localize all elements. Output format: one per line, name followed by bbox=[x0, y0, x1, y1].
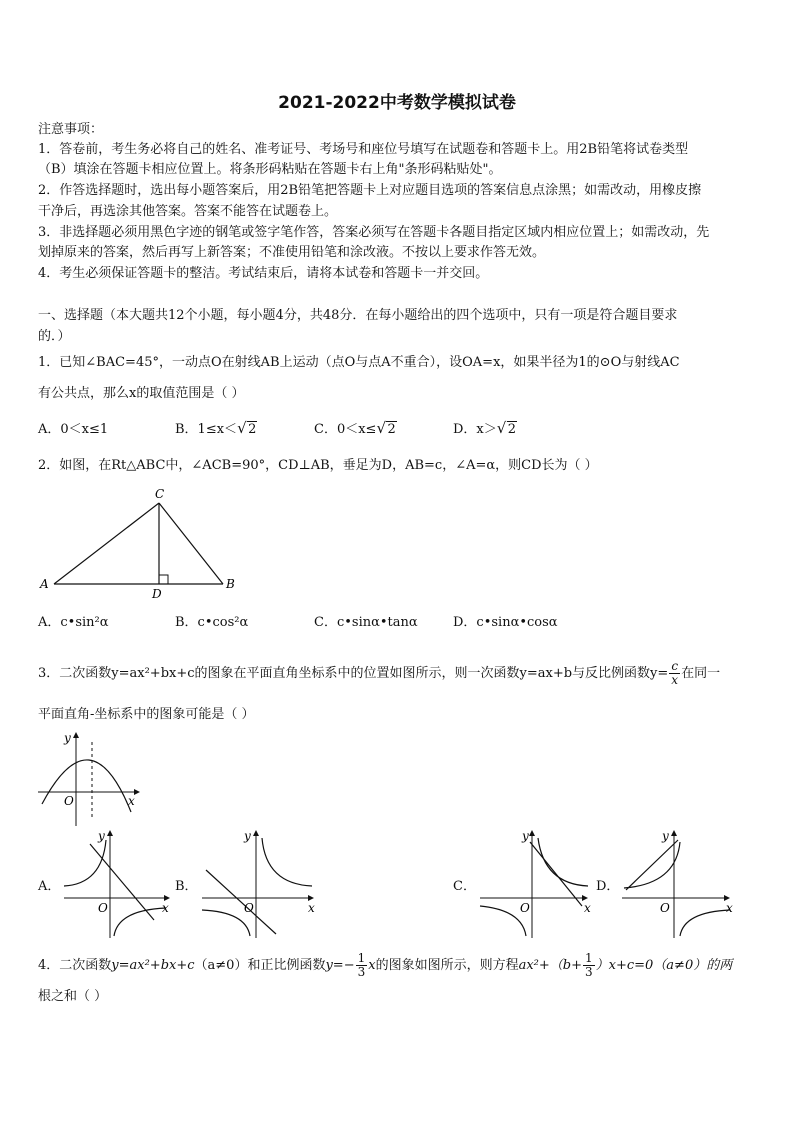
origin-label: O bbox=[660, 901, 670, 915]
q2-option-a[interactable]: A．c•sin²α bbox=[38, 615, 109, 630]
q4-equation: ax²+（b+ bbox=[518, 958, 582, 973]
origin-label: O bbox=[244, 901, 254, 915]
radicand: 2 bbox=[248, 422, 257, 437]
radicand: 2 bbox=[507, 422, 517, 437]
q2-option-c[interactable]: C．c•sinα•tanα bbox=[314, 615, 418, 630]
q1-option-b[interactable] bbox=[175, 421, 257, 439]
fraction-1-over-3 bbox=[583, 952, 595, 979]
q3-option-c[interactable]: C． bbox=[453, 879, 476, 894]
axis-x-label: x bbox=[162, 901, 169, 915]
frac-num: c bbox=[669, 660, 680, 674]
label-d: D bbox=[152, 587, 162, 601]
page-title: 2021-2022中考数学模拟试卷 bbox=[278, 93, 516, 113]
q2-option-d[interactable]: D．c•sinα•cosα bbox=[453, 615, 558, 630]
q3-parabola-figure bbox=[36, 732, 140, 828]
frac-den: 3 bbox=[357, 965, 366, 979]
axis-y-label: y bbox=[244, 830, 251, 843]
origin-label: O bbox=[98, 901, 108, 915]
axis-x-label: x bbox=[128, 794, 135, 808]
frac-num: 1 bbox=[357, 951, 366, 965]
question-1-stem: 有公共点，那么x的取值范围是（ ） bbox=[38, 386, 245, 401]
label-c: C bbox=[155, 487, 165, 501]
notice-line: 1．答卷前，考生务必将自己的姓名、准考证号、考场号和座位号填写在试题卷和答题卡上。用2B铅笔将试卷类型 bbox=[38, 142, 689, 157]
q4-text: （a≠0）和正比例函数 bbox=[194, 958, 326, 973]
q4-text: 4．二次函数 bbox=[38, 958, 112, 973]
axis-y-label: y bbox=[522, 830, 529, 843]
sqrt-symbol: √ 2 bbox=[237, 419, 257, 437]
label-b: B bbox=[226, 577, 235, 591]
axis-y-label: y bbox=[64, 732, 71, 745]
notice-heading: 注意事项： bbox=[38, 122, 104, 137]
question-3-stem: 平面直角‐坐标系中的图象可能是（ ） bbox=[38, 707, 255, 722]
axis-x-label: x bbox=[308, 901, 315, 915]
q1-option-c[interactable] bbox=[314, 421, 397, 439]
notice-line: 3．非选择题必须用黑色字迹的钢笔或签字笔作答，答案必须写在答题卡各题目指定区域内相应位置上；如需改动，先 bbox=[38, 225, 710, 240]
q3-option-d[interactable]: D． bbox=[596, 879, 620, 894]
sqrt-symbol: √ 2 bbox=[496, 419, 517, 437]
q1-option-a[interactable]: A．0＜x≤1 bbox=[38, 422, 109, 437]
question-2-stem: 2．如图，在Rt△ABC中，∠ACB=90°，CD⊥AB，垂足为D，AB=c，∠A=α，则CD长为（ ） bbox=[38, 458, 598, 473]
q1-option-d[interactable] bbox=[453, 421, 517, 439]
q2-option-b[interactable]: B．c•cos²α bbox=[175, 615, 249, 630]
axis-y-label: y bbox=[662, 830, 669, 843]
label-a: A bbox=[40, 577, 49, 591]
q1-option-c-text: C．0＜x≤ bbox=[314, 422, 377, 437]
q3-option-c-graph[interactable] bbox=[478, 830, 594, 940]
frac-den: 3 bbox=[585, 965, 593, 979]
right-triangle-figure bbox=[36, 484, 246, 604]
q3-option-d-graph[interactable] bbox=[620, 830, 736, 940]
notice-line: 4．考生必须保证答题卡的整洁。考试结束后，请将本试卷和答题卡一并交回。 bbox=[38, 266, 489, 281]
question-3-stem bbox=[38, 660, 720, 687]
q3-option-b[interactable]: B． bbox=[175, 879, 198, 894]
q3-stem-text: 3．二次函数y=ax²+bx+c的图象在平面直角坐标系中的位置如图所示，则一次函数y=ax+b与反比例函数y= bbox=[38, 666, 669, 681]
frac-den: x bbox=[671, 673, 679, 687]
axis-x-label: x bbox=[726, 901, 733, 915]
section-header: 一、选择题（本大题共12个小题，每小题4分，共48分．在每小题给出的四个选项中，只有一项是符合题目要求 bbox=[38, 308, 678, 323]
q1-option-d-text: D．x＞ bbox=[453, 422, 497, 437]
notice-line: 2．作答选择题时，选出每小题答案后，用2B铅笔把答题卡上对应题目选项的答案信息点涂黑；如需改动，用橡皮擦 bbox=[38, 183, 702, 198]
fraction-c-over-x bbox=[669, 660, 680, 687]
question-1-stem: 1．已知∠BAC=45°，一动点O在射线AB上运动（点O与点A不重合），设OA=x，如果半径为1的⊙O与射线AC bbox=[38, 355, 680, 370]
q3-stem-text: 在同一 bbox=[681, 666, 721, 681]
sqrt-symbol: √ 2 bbox=[376, 419, 396, 437]
axis-x-label: x bbox=[584, 901, 591, 915]
question-4-stem bbox=[38, 952, 732, 979]
q4-equation: ）x+c=0（a≠0）的两 bbox=[595, 958, 733, 973]
q3-option-a[interactable]: A． bbox=[38, 879, 61, 894]
q4-text: 的图象如图所示，则方程 bbox=[375, 958, 519, 973]
q4-expression: y=− bbox=[325, 958, 355, 973]
q4-expression: x bbox=[368, 958, 376, 973]
section-header: 的．） bbox=[38, 329, 71, 344]
q3-option-a-graph[interactable] bbox=[62, 830, 172, 940]
origin-label: O bbox=[520, 901, 530, 915]
question-4-stem: 根之和（ ） bbox=[38, 989, 108, 1004]
notice-line: （B）填涂在答题卡相应位置上。将条形码粘贴在答题卡右上角"条形码粘贴处"。 bbox=[38, 162, 502, 177]
notice-line: 划掉原来的答案，然后再写上新答案；不准使用铅笔和涂改液。不按以上要求作答无效。 bbox=[38, 245, 546, 260]
notice-line: 干净后，再选涂其他答案。答案不能答在试题卷上。 bbox=[38, 204, 338, 219]
origin-label: O bbox=[64, 794, 74, 808]
frac-num: 1 bbox=[585, 951, 593, 965]
fraction-1-over-3 bbox=[356, 952, 368, 979]
axis-y-label: y bbox=[98, 830, 105, 843]
q4-expression: y=ax²+bx+c bbox=[111, 958, 195, 973]
radicand: 2 bbox=[387, 422, 396, 437]
q1-option-b-text: B．1≤x＜ bbox=[175, 422, 238, 437]
q3-option-b-graph[interactable] bbox=[200, 830, 320, 940]
